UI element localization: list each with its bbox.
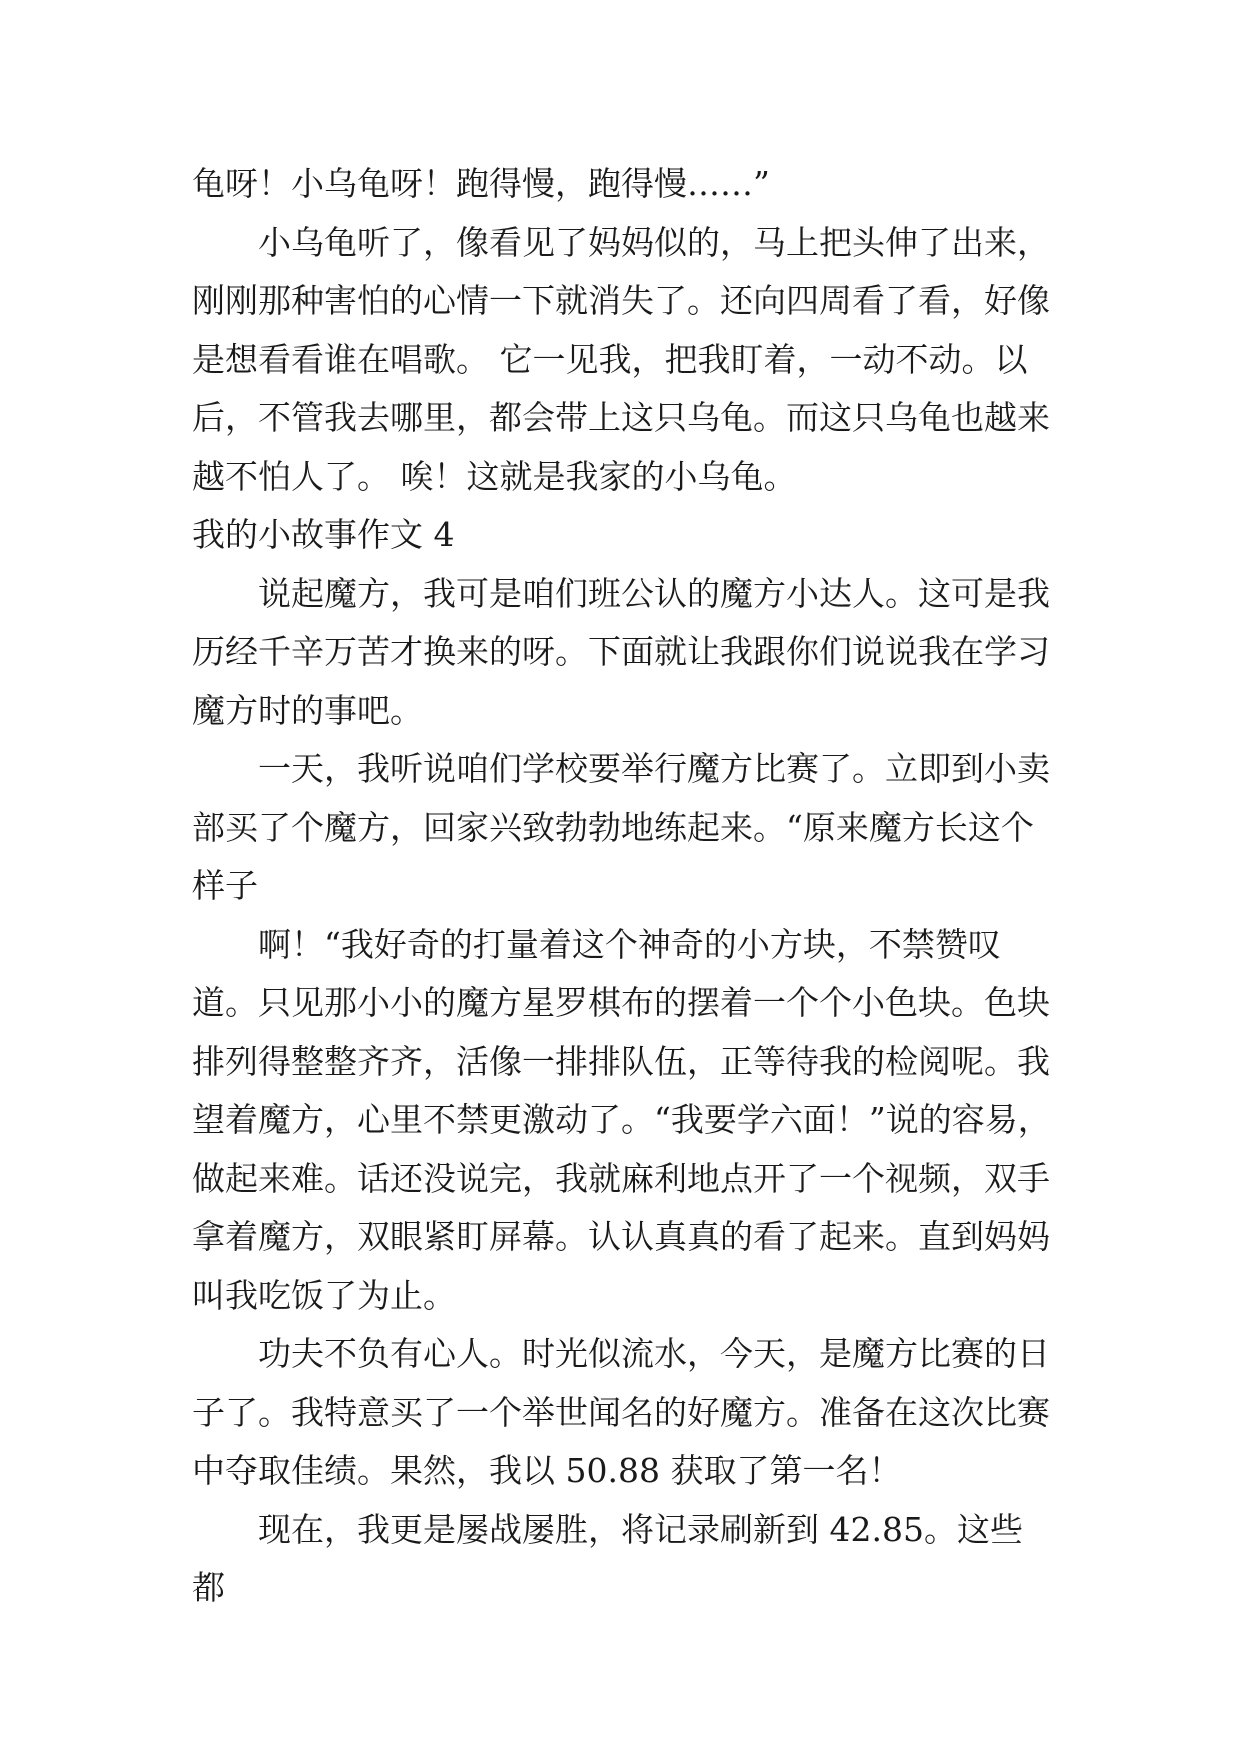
paragraph: 龟呀！小乌龟呀！跑得慢，跑得慢……” [192,164,770,203]
section-heading: 我的小故事作文 4 [192,515,455,554]
paragraph: 功夫不负有心人。时光似流水，今天，是魔方比赛的日子了。我特意买了一个举世闻名的好魔方。准备在这次比赛中夺取佳绩。果然，我以 50.88 获取了第一名！ [192,1334,1050,1490]
paragraph: 啊！“我好奇的打量着这个神奇的小方块，不禁赞叹道。只见那小小的魔方星罗棋布的摆着一个个小色块。色块排列得整整齐齐，活像一排排队伍，正等待我的检阅呢。我望着魔方，心里不禁更激动了。“我要学六面！”说的容易，做起来难。话还没说完，我就麻利地点开了一个视频，双手拿着魔方，双眼紧盯屏幕。认认真真的看了起来。直到妈妈叫我吃饭了为止。 [192,924,1051,1315]
paragraph: 说起魔方，我可是咱们班公认的魔方小达人。这可是我历经千辛万苦才换来的呀。下面就让我跟你们说说我在学习魔方时的事吧。 [192,573,1050,730]
document-body [192,155,1052,1618]
paragraph: 现在，我更是屡战屡胜，将记录刷新到 42.85。这些都 [192,1509,1023,1607]
paragraph: 一天，我听说咱们学校要举行魔方比赛了。立即到小卖部买了个魔方，回家兴致勃勃地练起来。“原来魔方长这个样子 [192,749,1050,905]
paragraph: 小乌龟听了，像看见了妈妈似的，马上把头伸了出来，刚刚那种害怕的心情一下就消失了。还向四周看了看，好像是想看看谁在唱歌。 它一见我，把我盯着，一动不动。以后，不管我去哪里，都会带上这只乌龟。而这只乌龟也越来越不怕人了。 唉！这就是我家的小乌龟。 [192,222,1050,496]
